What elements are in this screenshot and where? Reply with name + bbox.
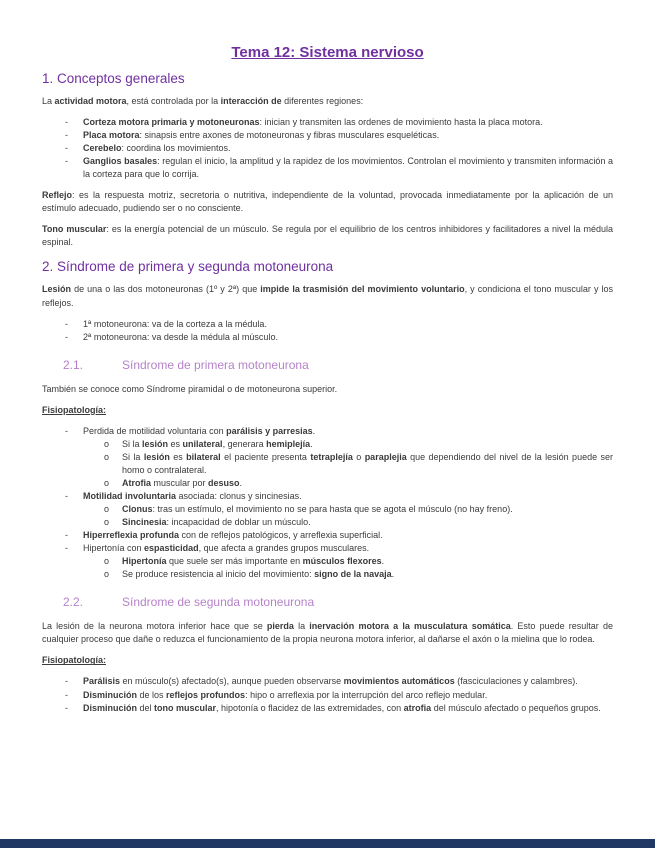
text-run: unilateral bbox=[182, 438, 223, 449]
text-run: Hiperreflexia profunda bbox=[83, 530, 180, 541]
text-run: , y condiciona el tono muscular y los reflejos. bbox=[42, 284, 614, 308]
text-run: (fasciculaciones y calambres). bbox=[454, 676, 578, 687]
text-run: movimientos automáticos bbox=[343, 676, 455, 687]
list-item-text bbox=[83, 318, 613, 331]
text-run: signo de la navaja bbox=[314, 569, 392, 580]
bullet-marker: - bbox=[65, 331, 68, 342]
text-run: que dependiendo del nivel de la lesión puede ser homo o contralateral. bbox=[122, 451, 613, 475]
text-run: Ganglios basales bbox=[83, 156, 158, 167]
paragraph bbox=[42, 383, 613, 396]
list-item bbox=[42, 689, 613, 702]
subsection-number: 2.1. bbox=[63, 357, 84, 372]
list-item-text bbox=[83, 542, 613, 555]
text-run: diferentes regiones: bbox=[281, 96, 364, 106]
text-run: tetraplejía bbox=[310, 451, 353, 462]
bullet-marker: - bbox=[65, 530, 68, 541]
text-run: Tono muscular bbox=[42, 224, 107, 235]
text-run: muscular por bbox=[151, 477, 209, 488]
bullet-marker: - bbox=[65, 490, 68, 501]
list-item bbox=[42, 155, 613, 181]
text-run: que suele ser más importante en bbox=[166, 556, 303, 567]
bullet-list bbox=[42, 675, 613, 714]
text-run: : coordina los movimientos. bbox=[121, 143, 231, 154]
list-item bbox=[42, 702, 613, 715]
list-item-text bbox=[122, 503, 613, 516]
text-run: Atrofia bbox=[122, 477, 151, 488]
bullet-marker: - bbox=[65, 130, 68, 141]
list-item-text bbox=[122, 438, 613, 451]
text-run: . bbox=[310, 438, 313, 449]
text-run: con de reflejos patológicos, y arreflexia superficial. bbox=[179, 530, 383, 541]
text-run: 1ª motoneurona: va de la corteza a la médula. bbox=[83, 318, 267, 329]
list-item-text bbox=[83, 689, 613, 702]
text-run: del músculo afectado o pequeños grupos. bbox=[431, 702, 601, 713]
list-item bbox=[42, 318, 613, 331]
list-item-text bbox=[83, 116, 613, 129]
text-run: : es la respuesta motriz, secretoria o nutritiva, independiente de la voluntad, provocada inmediatamente por la aplicación de un estímulo adecuado, pudiendo ser o no consciente. bbox=[42, 190, 613, 214]
text-run: desuso bbox=[208, 477, 240, 488]
bullet-marker: o bbox=[104, 477, 110, 488]
list-item-text bbox=[122, 555, 613, 568]
text-run: , está controlada por la bbox=[126, 96, 221, 106]
text-run: : tras un estímulo, el movimiento no se para hasta que se agota el músculo (no hay freno). bbox=[152, 504, 513, 515]
list-item-text bbox=[122, 451, 613, 477]
text-run: Corteza motora primaria y motoneuronas bbox=[83, 117, 260, 128]
text-run: Perdida de motilidad voluntaria con bbox=[83, 425, 227, 436]
bullet-marker: - bbox=[65, 689, 68, 700]
text-run: la bbox=[293, 621, 310, 632]
bullet-marker: - bbox=[65, 318, 68, 329]
bullet-marker: - bbox=[65, 425, 68, 436]
text-run: inervación motora a la musculatura somática bbox=[309, 621, 511, 632]
subsection-number: 2.2. bbox=[63, 595, 84, 610]
subsection-heading bbox=[42, 358, 613, 372]
text-run: Disminución bbox=[83, 702, 138, 713]
paragraph bbox=[42, 654, 613, 667]
text-run: asociada: clonus y sincinesias. bbox=[176, 490, 302, 501]
text-run: Fisiopatología: bbox=[42, 655, 106, 666]
list-item-text bbox=[83, 675, 613, 688]
text-run: : hipo o arreflexia por la interrupción del arco reflejo medular. bbox=[245, 689, 488, 700]
text-run: lesión bbox=[142, 438, 169, 449]
text-run: Si la bbox=[122, 451, 144, 462]
text-run: bilateral bbox=[186, 451, 221, 462]
text-run: . bbox=[381, 556, 385, 567]
bullet-list bbox=[42, 425, 613, 582]
text-run: Placa motora bbox=[83, 130, 140, 141]
text-run: interacción de bbox=[220, 96, 282, 106]
text-run: : inician y transmiten las ordenes de movimiento hasta la placa motora. bbox=[259, 117, 543, 128]
list-item bbox=[42, 331, 613, 344]
list-item bbox=[42, 490, 613, 503]
text-run: Hipertonía bbox=[122, 556, 167, 567]
text-run: atrofia bbox=[403, 702, 432, 713]
text-run: . bbox=[312, 425, 316, 436]
list-item-text bbox=[83, 155, 613, 181]
text-run: Disminución bbox=[83, 689, 138, 700]
subsection-title: Síndrome de segunda motoneurona bbox=[122, 595, 315, 610]
bullet-marker: - bbox=[65, 117, 68, 128]
bullet-marker: - bbox=[65, 702, 68, 713]
text-run: Se produce resistencia al inicio del movimiento: bbox=[122, 569, 315, 580]
paragraph bbox=[42, 95, 613, 108]
text-run: Clonus bbox=[122, 504, 153, 515]
text-run: , hipotonía o flacidez de las extremidades, con bbox=[216, 702, 404, 713]
text-run: lesión bbox=[143, 451, 170, 462]
text-run: También se conoce como Síndrome piramidal o de motoneurona superior. bbox=[42, 383, 338, 394]
list-item-text bbox=[122, 477, 613, 490]
text-run: tono muscular bbox=[154, 702, 217, 713]
list-item bbox=[42, 116, 613, 129]
bullet-marker: - bbox=[65, 543, 68, 554]
text-run: La lesión de la neurona motora inferior hace que se bbox=[42, 621, 267, 632]
list-item bbox=[42, 129, 613, 142]
text-run: de una o las dos motoneuronas (1º y 2ª) que bbox=[71, 284, 261, 295]
list-item bbox=[42, 529, 613, 542]
text-run: : es la energía potencial de un músculo. Se regula por el equilibrio de los centros inhibidores y facilitadores a nivel la médula espinal. bbox=[42, 224, 613, 248]
text-run: . Esto puede resultar de cualquier proceso que dañe o reduzca el funcionamiento de la propia neurona motora inferior, al dañarse el axón o la mielina que lo rodea. bbox=[42, 621, 613, 645]
text-run: en músculo(s) afectado(s), aunque pueden observarse bbox=[120, 676, 344, 687]
text-run: impide la trasmisión del movimiento voluntario bbox=[260, 284, 465, 295]
paragraph bbox=[42, 620, 613, 646]
subsection-title: Síndrome de primera motoneurona bbox=[122, 357, 309, 372]
text-run: espasticidad bbox=[144, 543, 199, 554]
text-run: : incapacidad de doblar un músculo. bbox=[166, 517, 311, 528]
bullet-marker: - bbox=[65, 156, 68, 167]
list-item-text bbox=[122, 568, 613, 581]
text-run: actividad motora bbox=[54, 96, 127, 106]
text-run: del bbox=[137, 702, 155, 713]
text-run: reflejos profundos bbox=[166, 689, 246, 700]
bullet-marker: o bbox=[104, 517, 110, 528]
text-run: pierda bbox=[266, 621, 294, 632]
text-run: o bbox=[352, 451, 365, 462]
doc-title: Tema 12: Sistema nervioso bbox=[231, 44, 424, 61]
list-item-text bbox=[83, 702, 613, 715]
text-run: Hipertonía con bbox=[83, 543, 145, 554]
section-heading: 2. Síndrome de primera y segunda motoneurona bbox=[42, 259, 334, 275]
paragraph bbox=[42, 283, 613, 309]
text-run: paraplejia bbox=[364, 451, 407, 462]
bullet-marker: o bbox=[104, 569, 110, 580]
text-run: parálisis y parresias bbox=[226, 425, 313, 436]
list-item bbox=[42, 503, 613, 516]
text-run: hemiplejía bbox=[266, 438, 311, 449]
list-item-text bbox=[83, 490, 613, 503]
text-run: , generara bbox=[222, 438, 267, 449]
list-item-text bbox=[83, 129, 613, 142]
list-item bbox=[42, 555, 613, 568]
text-run: Lesión bbox=[42, 284, 72, 295]
list-item bbox=[42, 438, 613, 451]
text-run: : regulan el inicio, la amplitud y la rapidez de los movimientos. Controlan el movimiento y transmiten información a la corteza para que lo corrija. bbox=[83, 156, 613, 180]
subsection-heading bbox=[42, 595, 613, 609]
bullet-list bbox=[42, 318, 613, 344]
text-run: La bbox=[42, 96, 55, 106]
text-run: es bbox=[169, 451, 187, 462]
paragraph bbox=[42, 189, 613, 215]
text-run: Reflejo bbox=[42, 190, 73, 201]
list-item bbox=[42, 477, 613, 490]
text-run: músculos flexores bbox=[302, 556, 382, 567]
list-item-text bbox=[83, 331, 613, 344]
section-heading: 1. Conceptos generales bbox=[42, 71, 185, 86]
list-item-text bbox=[83, 529, 613, 542]
list-item bbox=[42, 516, 613, 529]
text-run: Si la bbox=[122, 438, 143, 449]
list-item-text bbox=[122, 516, 613, 529]
text-run: : sinapsis entre axones de motoneuronas y fibras musculares esqueléticas. bbox=[139, 130, 440, 141]
list-item bbox=[42, 425, 613, 438]
paragraph bbox=[42, 223, 613, 249]
text-run: de los bbox=[137, 689, 167, 700]
bullet-list bbox=[42, 116, 613, 181]
document-content bbox=[42, 44, 613, 723]
bullet-marker: - bbox=[65, 676, 68, 687]
list-item bbox=[42, 451, 613, 477]
text-run: Parálisis bbox=[83, 676, 121, 687]
bullet-marker: o bbox=[104, 438, 110, 449]
footer-bar bbox=[0, 839, 655, 848]
text-run: 2ª motoneurona: va desde la médula al músculo. bbox=[83, 331, 278, 342]
bullet-marker: - bbox=[65, 143, 68, 154]
text-run: es bbox=[168, 438, 183, 449]
list-item-text bbox=[83, 142, 613, 155]
text-run: Sincinesia bbox=[122, 517, 167, 528]
text-run: el paciente presenta bbox=[220, 451, 311, 462]
bullet-marker: o bbox=[104, 504, 110, 515]
text-run: . bbox=[391, 569, 395, 580]
list-item bbox=[42, 568, 613, 581]
document-body bbox=[42, 71, 613, 715]
list-item-text bbox=[83, 425, 613, 438]
bullet-marker: o bbox=[104, 556, 110, 567]
list-item bbox=[42, 142, 613, 155]
bullet-marker: o bbox=[104, 451, 110, 462]
text-run: Motilidad involuntaria bbox=[83, 490, 177, 501]
text-run: Fisiopatología: bbox=[42, 404, 106, 415]
text-run: . bbox=[239, 477, 243, 488]
text-run: Cerebelo bbox=[83, 143, 122, 154]
list-item bbox=[42, 675, 613, 688]
paragraph bbox=[42, 404, 613, 417]
text-run: , que afecta a grandes grupos musculares. bbox=[198, 543, 370, 554]
list-item bbox=[42, 542, 613, 555]
